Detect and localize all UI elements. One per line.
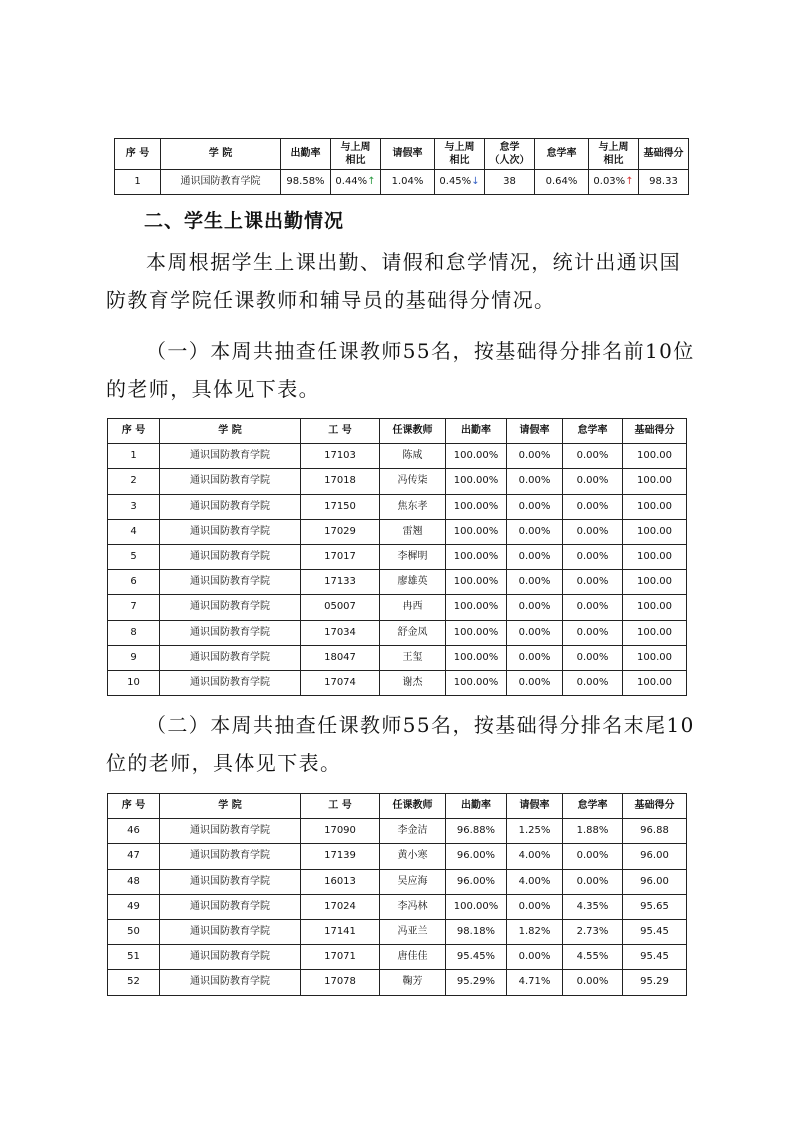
table-row <box>108 894 687 919</box>
section-heading: 二、学生上课出勤情况 <box>144 210 345 232</box>
summary-score: 98.33 <box>639 170 689 195</box>
cell-college: 通识国防教育学院 <box>160 595 301 620</box>
cell-leave: 0.00% <box>507 444 563 469</box>
cell-truancy: 0.00% <box>563 620 623 645</box>
cell-leave: 0.00% <box>507 620 563 645</box>
summary-data-row <box>115 170 689 195</box>
cell-score: 100.00 <box>623 645 687 670</box>
cell-teacher: 陈咸 <box>380 444 446 469</box>
summary-truancy-rate: 0.64% <box>535 170 589 195</box>
summary-attendance-change <box>331 170 381 195</box>
cell-truancy: 0.00% <box>563 570 623 595</box>
cell-attendance: 100.00% <box>446 494 507 519</box>
cell-college: 通识国防教育学院 <box>160 869 301 894</box>
table-row <box>108 469 687 494</box>
cell-index: 48 <box>108 869 160 894</box>
top-ranking-paragraph: （一）本周共抽查任课教师55名，按基础得分排名前10位的老师，具体见下表。 <box>106 339 695 401</box>
college-summary-table <box>114 138 689 195</box>
cell-leave: 4.71% <box>507 970 563 995</box>
header-score: 基础得分 <box>623 794 687 819</box>
cell-college: 通识国防教育学院 <box>160 544 301 569</box>
cell-score: 100.00 <box>623 494 687 519</box>
cell-attendance: 100.00% <box>446 469 507 494</box>
top-teachers-table <box>107 418 687 696</box>
table-row <box>108 844 687 869</box>
top-header-row <box>108 419 687 444</box>
header-college: 学 院 <box>160 794 301 819</box>
leave-change-value: 0.45% <box>439 176 472 187</box>
cell-score: 95.45 <box>623 919 687 944</box>
cell-staff-id: 17103 <box>301 444 380 469</box>
summary-truancy-change <box>589 170 639 195</box>
cell-score: 96.88 <box>623 819 687 844</box>
cell-staff-id: 18047 <box>301 645 380 670</box>
cell-score: 100.00 <box>623 469 687 494</box>
cell-truancy: 0.00% <box>563 469 623 494</box>
cell-staff-id: 17078 <box>301 970 380 995</box>
cell-attendance: 100.00% <box>446 519 507 544</box>
cell-attendance: 100.00% <box>446 620 507 645</box>
cell-index: 51 <box>108 945 160 970</box>
cell-staff-id: 17074 <box>301 670 380 695</box>
cell-college: 通识国防教育学院 <box>160 620 301 645</box>
header-attendance: 出勤率 <box>281 139 331 170</box>
header-index: 序 号 <box>115 139 161 170</box>
table-row <box>108 570 687 595</box>
header-leave: 请假率 <box>381 139 435 170</box>
cell-college: 通识国防教育学院 <box>160 894 301 919</box>
cell-truancy: 0.00% <box>563 645 623 670</box>
header-staff-id: 工 号 <box>301 794 380 819</box>
bottom-teachers-table <box>107 793 687 996</box>
cell-leave: 0.00% <box>507 469 563 494</box>
cell-leave: 0.00% <box>507 519 563 544</box>
cell-staff-id: 17133 <box>301 570 380 595</box>
cell-leave: 0.00% <box>507 645 563 670</box>
table-row <box>108 919 687 944</box>
summary-truancy-count: 38 <box>485 170 535 195</box>
header-staff-id: 工 号 <box>301 419 380 444</box>
header-truancy-count: 怠学 （人次） <box>485 139 535 170</box>
cell-college: 通识国防教育学院 <box>160 945 301 970</box>
arrow-down-icon: ↓ <box>471 176 480 187</box>
truancy-change-value: 0.03% <box>593 176 626 187</box>
cell-teacher: 李冯林 <box>380 894 446 919</box>
cell-teacher: 吴应海 <box>380 869 446 894</box>
cell-teacher: 王玺 <box>380 645 446 670</box>
cell-index: 1 <box>108 444 160 469</box>
cell-leave: 0.00% <box>507 670 563 695</box>
cell-college: 通识国防教育学院 <box>160 444 301 469</box>
header-leave-change: 与上周 相比 <box>435 139 485 170</box>
table-row <box>108 945 687 970</box>
summary-leave-change <box>435 170 485 195</box>
cell-teacher: 冯亚兰 <box>380 919 446 944</box>
cell-leave: 1.25% <box>507 819 563 844</box>
cell-teacher: 冯传柒 <box>380 469 446 494</box>
cell-index: 8 <box>108 620 160 645</box>
intro-paragraph: 本周根据学生上课出勤、请假和怠学情况，统计出通识国防教育学院任课教师和辅导员的基础得分情况。 <box>106 250 681 312</box>
cell-teacher: 李樨明 <box>380 544 446 569</box>
cell-staff-id: 16013 <box>301 869 380 894</box>
cell-leave: 0.00% <box>507 945 563 970</box>
cell-attendance: 100.00% <box>446 544 507 569</box>
header-attendance: 出勤率 <box>446 794 507 819</box>
cell-college: 通识国防教育学院 <box>160 494 301 519</box>
cell-attendance: 96.88% <box>446 819 507 844</box>
header-attendance: 出勤率 <box>446 419 507 444</box>
cell-attendance: 95.45% <box>446 945 507 970</box>
cell-index: 9 <box>108 645 160 670</box>
cell-teacher: 雷翘 <box>380 519 446 544</box>
header-score: 基础得分 <box>623 419 687 444</box>
cell-teacher: 焦东孝 <box>380 494 446 519</box>
arrow-up-icon: ↑ <box>625 176 634 187</box>
cell-truancy: 0.00% <box>563 595 623 620</box>
summary-index: 1 <box>115 170 161 195</box>
cell-index: 10 <box>108 670 160 695</box>
cell-college: 通识国防教育学院 <box>160 469 301 494</box>
cell-staff-id: 17139 <box>301 844 380 869</box>
cell-leave: 0.00% <box>507 570 563 595</box>
summary-leave: 1.04% <box>381 170 435 195</box>
table-row <box>108 670 687 695</box>
cell-score: 95.45 <box>623 945 687 970</box>
cell-attendance: 95.29% <box>446 970 507 995</box>
cell-staff-id: 17029 <box>301 519 380 544</box>
cell-attendance: 96.00% <box>446 844 507 869</box>
cell-teacher: 舒金凤 <box>380 620 446 645</box>
header-leave: 请假率 <box>507 794 563 819</box>
cell-index: 5 <box>108 544 160 569</box>
table-row <box>108 494 687 519</box>
cell-staff-id: 17071 <box>301 945 380 970</box>
cell-index: 46 <box>108 819 160 844</box>
cell-score: 100.00 <box>623 570 687 595</box>
header-index: 序 号 <box>108 419 160 444</box>
cell-index: 4 <box>108 519 160 544</box>
cell-truancy: 0.00% <box>563 869 623 894</box>
cell-truancy: 0.00% <box>563 970 623 995</box>
cell-truancy: 0.00% <box>563 844 623 869</box>
cell-leave: 4.00% <box>507 844 563 869</box>
cell-college: 通识国防教育学院 <box>160 970 301 995</box>
cell-staff-id: 17141 <box>301 919 380 944</box>
cell-college: 通识国防教育学院 <box>160 844 301 869</box>
cell-truancy: 4.35% <box>563 894 623 919</box>
cell-leave: 1.82% <box>507 919 563 944</box>
cell-attendance: 100.00% <box>446 570 507 595</box>
cell-index: 6 <box>108 570 160 595</box>
table-row <box>108 645 687 670</box>
cell-attendance: 100.00% <box>446 595 507 620</box>
table-row <box>108 869 687 894</box>
summary-attendance: 98.58% <box>281 170 331 195</box>
header-teacher: 任课教师 <box>380 794 446 819</box>
cell-staff-id: 17017 <box>301 544 380 569</box>
cell-leave: 0.00% <box>507 544 563 569</box>
cell-teacher: 廖雄英 <box>380 570 446 595</box>
cell-score: 95.29 <box>623 970 687 995</box>
header-truancy: 怠学率 <box>563 419 623 444</box>
attendance-change-value: 0.44% <box>335 176 368 187</box>
cell-truancy: 0.00% <box>563 519 623 544</box>
bottom-header-row <box>108 794 687 819</box>
bottom-teachers-body <box>108 819 687 995</box>
header-college: 学 院 <box>160 419 301 444</box>
cell-index: 7 <box>108 595 160 620</box>
cell-index: 2 <box>108 469 160 494</box>
cell-truancy: 0.00% <box>563 444 623 469</box>
cell-college: 通识国防教育学院 <box>160 919 301 944</box>
cell-index: 49 <box>108 894 160 919</box>
cell-leave: 0.00% <box>507 894 563 919</box>
table-row <box>108 519 687 544</box>
cell-attendance: 98.18% <box>446 919 507 944</box>
header-truancy-change: 与上周 相比 <box>589 139 639 170</box>
cell-attendance: 100.00% <box>446 444 507 469</box>
top-teachers-body <box>108 444 687 696</box>
cell-college: 通识国防教育学院 <box>160 819 301 844</box>
cell-leave: 4.00% <box>507 869 563 894</box>
bottom-ranking-paragraph: （二）本周共抽查任课教师55名，按基础得分排名末尾10位的老师，具体见下表。 <box>106 713 695 775</box>
cell-staff-id: 17034 <box>301 620 380 645</box>
cell-college: 通识国防教育学院 <box>160 570 301 595</box>
cell-score: 100.00 <box>623 595 687 620</box>
table-row <box>108 970 687 995</box>
header-score: 基础得分 <box>639 139 689 170</box>
cell-teacher: 李金洁 <box>380 819 446 844</box>
header-college: 学 院 <box>161 139 281 170</box>
cell-teacher: 唐佳佳 <box>380 945 446 970</box>
header-truancy: 怠学率 <box>563 794 623 819</box>
table-row <box>108 444 687 469</box>
cell-truancy: 0.00% <box>563 494 623 519</box>
cell-index: 52 <box>108 970 160 995</box>
cell-score: 100.00 <box>623 670 687 695</box>
summary-header-row <box>115 139 689 170</box>
cell-staff-id: 17024 <box>301 894 380 919</box>
cell-truancy: 0.00% <box>563 670 623 695</box>
cell-teacher: 黄小寒 <box>380 844 446 869</box>
table-row <box>108 620 687 645</box>
cell-attendance: 100.00% <box>446 645 507 670</box>
cell-truancy: 1.88% <box>563 819 623 844</box>
cell-college: 通识国防教育学院 <box>160 519 301 544</box>
cell-teacher: 冉西 <box>380 595 446 620</box>
cell-score: 96.00 <box>623 869 687 894</box>
cell-truancy: 0.00% <box>563 544 623 569</box>
cell-teacher: 鞠芳 <box>380 970 446 995</box>
cell-index: 50 <box>108 919 160 944</box>
cell-leave: 0.00% <box>507 595 563 620</box>
cell-college: 通识国防教育学院 <box>160 670 301 695</box>
cell-staff-id: 17018 <box>301 469 380 494</box>
summary-college: 通识国防教育学院 <box>161 170 281 195</box>
header-index: 序 号 <box>108 794 160 819</box>
cell-score: 96.00 <box>623 844 687 869</box>
cell-college: 通识国防教育学院 <box>160 645 301 670</box>
cell-score: 95.65 <box>623 894 687 919</box>
cell-score: 100.00 <box>623 620 687 645</box>
cell-index: 47 <box>108 844 160 869</box>
cell-truancy: 2.73% <box>563 919 623 944</box>
header-teacher: 任课教师 <box>380 419 446 444</box>
cell-attendance: 100.00% <box>446 894 507 919</box>
cell-index: 3 <box>108 494 160 519</box>
header-attendance-change: 与上周 相比 <box>331 139 381 170</box>
cell-score: 100.00 <box>623 519 687 544</box>
cell-truancy: 4.55% <box>563 945 623 970</box>
cell-attendance: 100.00% <box>446 670 507 695</box>
header-leave: 请假率 <box>507 419 563 444</box>
cell-attendance: 96.00% <box>446 869 507 894</box>
table-row <box>108 819 687 844</box>
header-truancy-rate: 怠学率 <box>535 139 589 170</box>
cell-teacher: 谢杰 <box>380 670 446 695</box>
cell-score: 100.00 <box>623 544 687 569</box>
cell-staff-id: 05007 <box>301 595 380 620</box>
cell-score: 100.00 <box>623 444 687 469</box>
table-row <box>108 544 687 569</box>
cell-staff-id: 17150 <box>301 494 380 519</box>
arrow-up-icon: ↑ <box>367 176 376 187</box>
cell-staff-id: 17090 <box>301 819 380 844</box>
table-row <box>108 595 687 620</box>
cell-leave: 0.00% <box>507 494 563 519</box>
